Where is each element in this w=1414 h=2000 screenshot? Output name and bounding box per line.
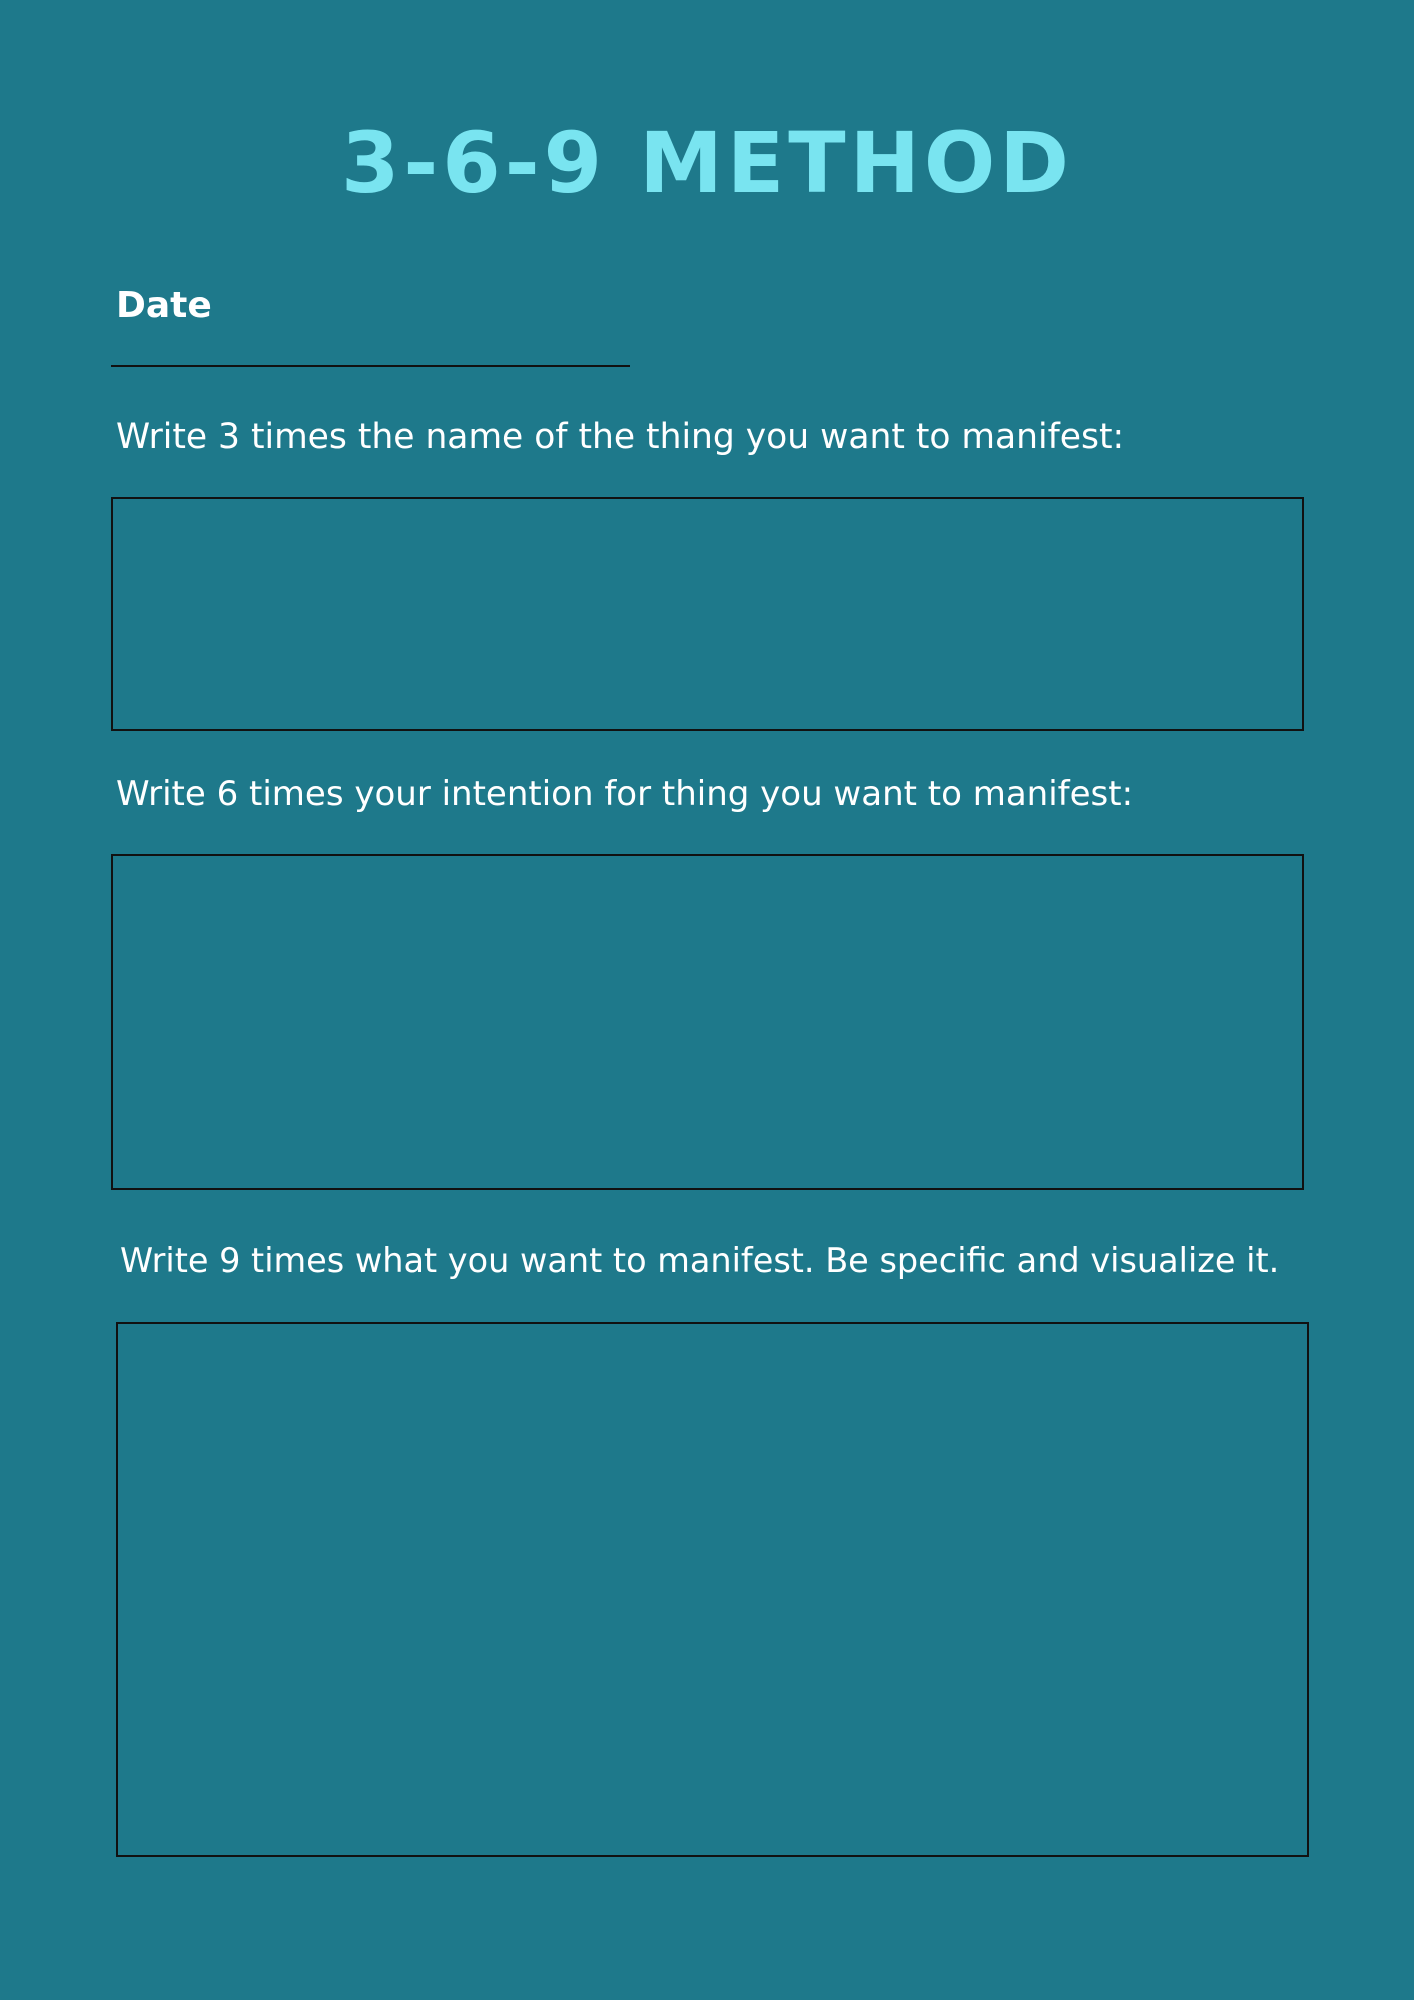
six-times-writing-box[interactable] <box>111 854 1304 1190</box>
three-times-writing-box[interactable] <box>111 497 1304 731</box>
prompt-nine-times: Write 9 times what you want to manifest. Be specific and visualize it. <box>120 1241 1280 1280</box>
date-label: Date <box>116 285 212 326</box>
date-write-line[interactable] <box>111 365 630 367</box>
prompt-three-times: Write 3 times the name of the thing you want to manifest: <box>116 417 1125 457</box>
nine-times-writing-box[interactable] <box>116 1322 1309 1857</box>
page-title: 3-6-9 METHOD <box>340 114 1074 212</box>
prompt-six-times: Write 6 times your intention for thing you want to manifest: <box>116 774 1134 814</box>
